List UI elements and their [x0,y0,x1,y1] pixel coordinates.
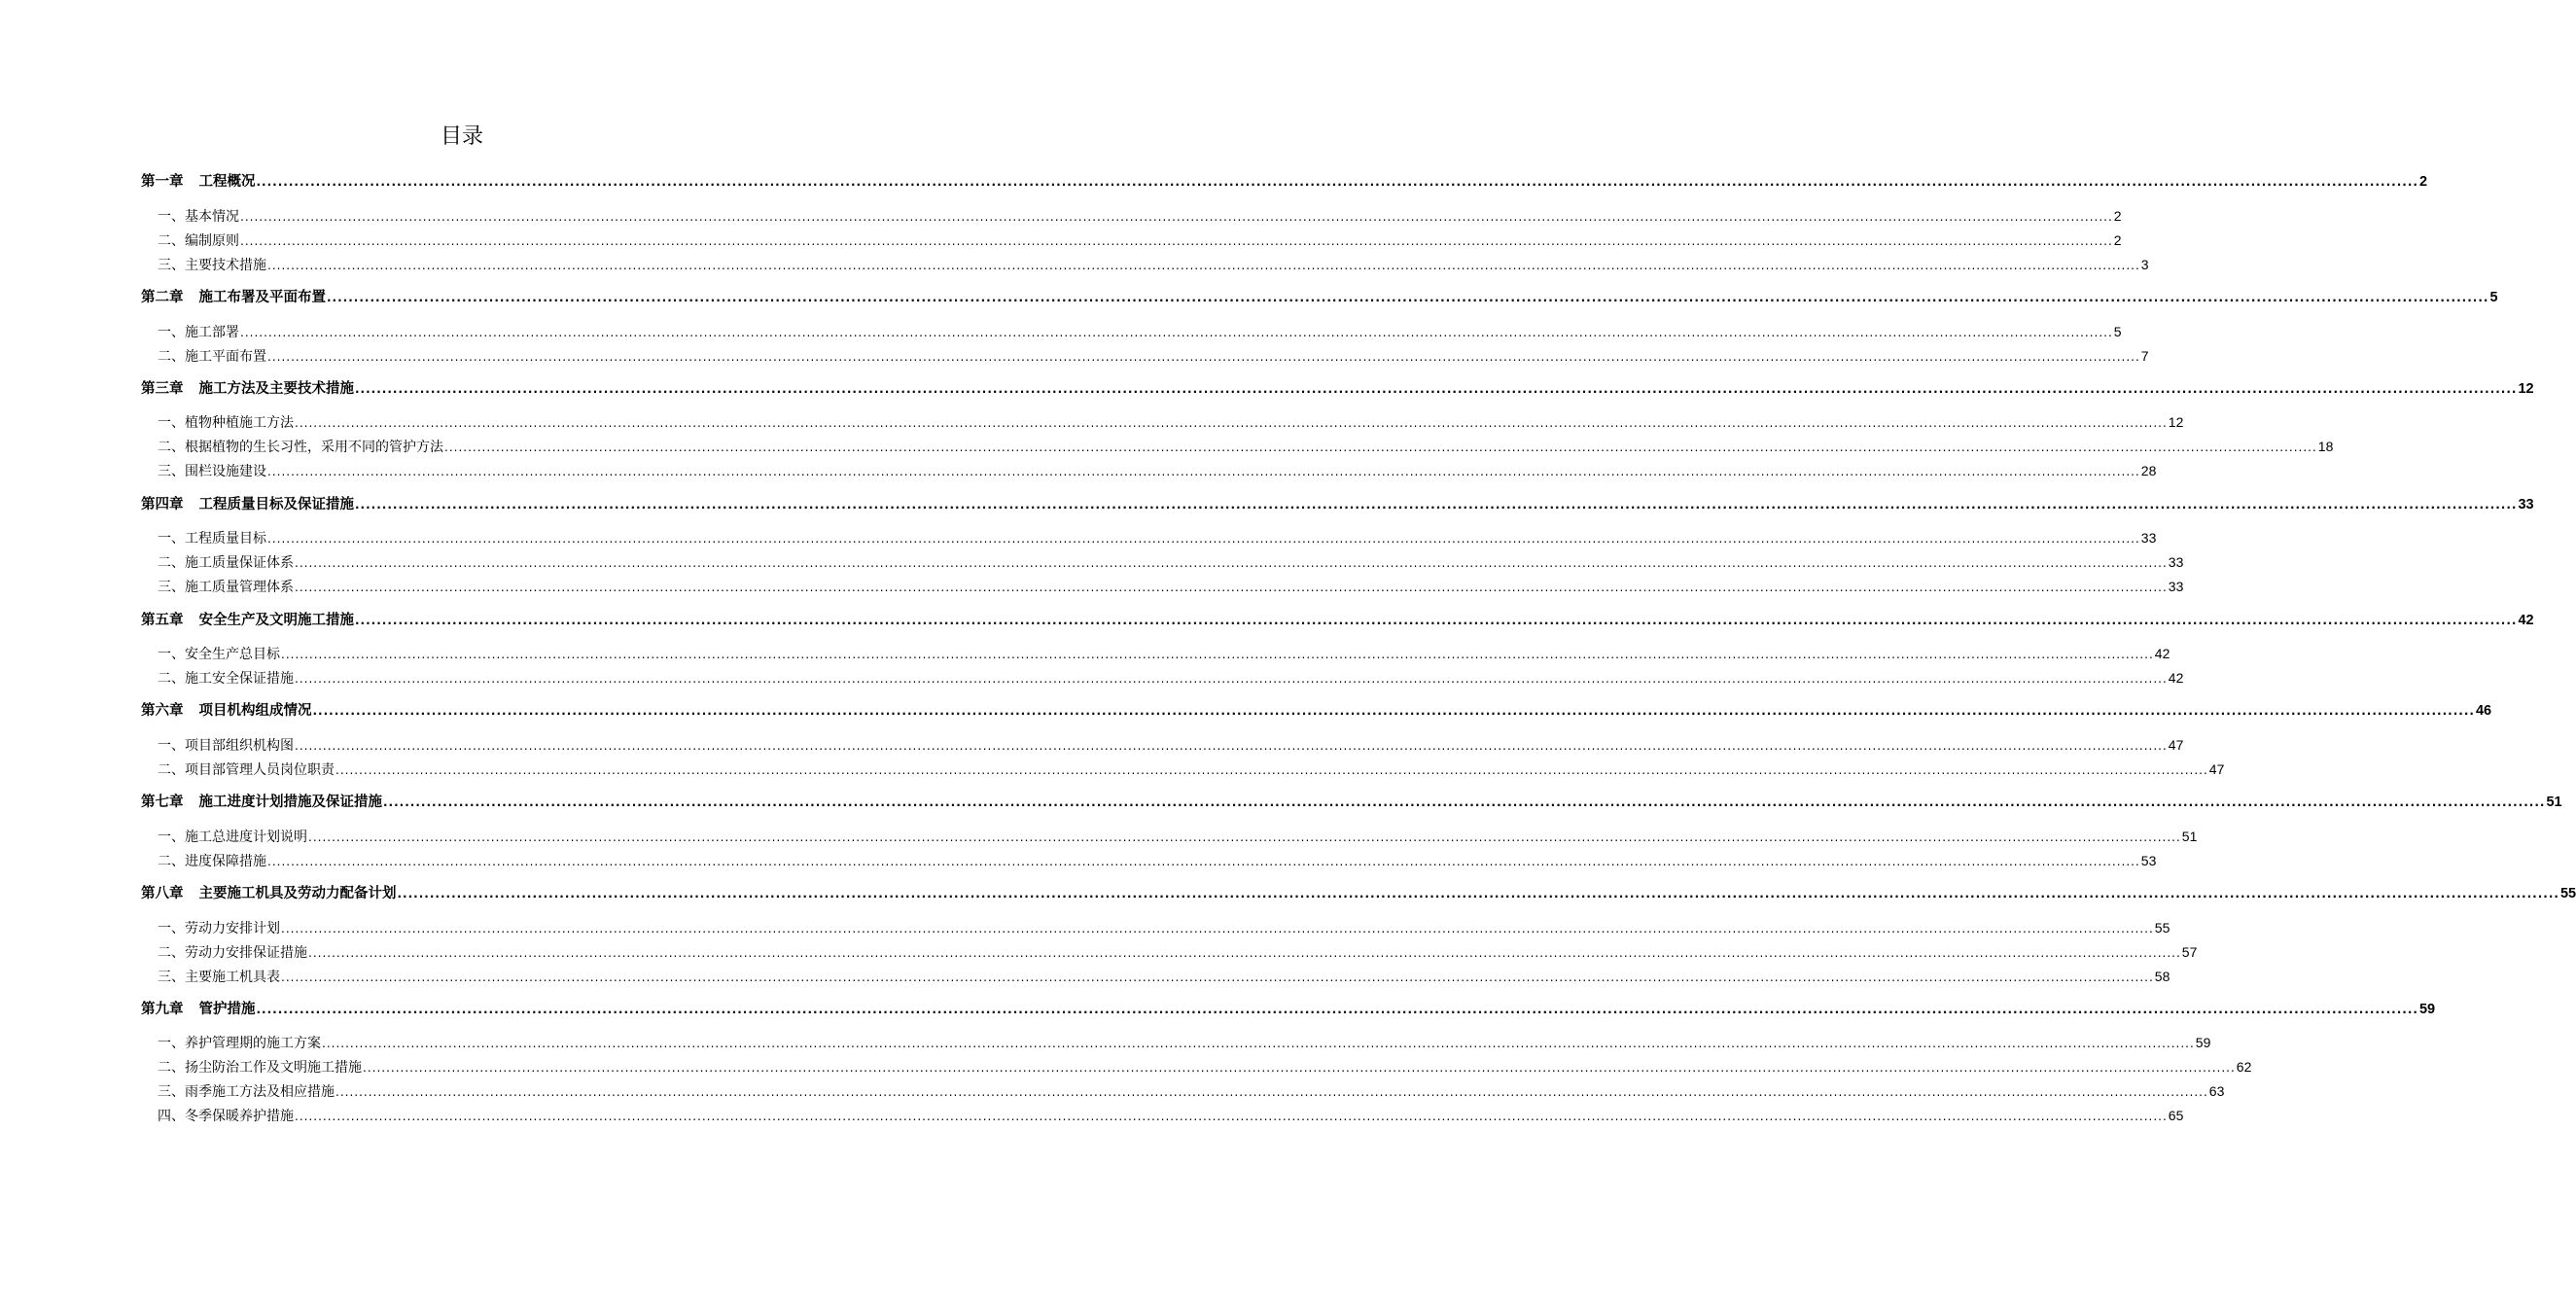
toc-dot-leader: ................................................................................................................................................................................................................................................................................................................................................................................................................ [267,855,2140,868]
toc-entry-number: 第二章 [141,290,184,305]
toc-chapter-entry[interactable] [141,611,2534,630]
toc-page-number: 5 [2113,324,2122,339]
toc-entry-number: 二、 [158,1060,185,1076]
toc-entry-number: 二、 [158,762,185,778]
toc-page-number: 5 [2489,290,2498,305]
toc-entry-label [158,1107,294,1126]
toc-page-number: 46 [2475,703,2492,719]
toc-dot-leader: ................................................................................................................................................................................................................................................................................................................................................................................................................ [295,556,2168,570]
toc-dot-leader: ................................................................................................................................................................................................................................................................................................................................................................................................................ [397,887,2559,901]
toc-page-number: 59 [2195,1035,2211,1050]
toc-entry-number: 一、 [158,738,185,754]
toc-entry-title: 管护措施 [198,1002,256,1017]
toc-page-number: 3 [2140,257,2149,272]
toc-entry-number: 二、 [158,555,185,571]
toc-dot-leader: ................................................................................................................................................................................................................................................................................................................................................................................................................ [295,416,2168,430]
toc-entry-label [141,793,382,812]
toc-page-number: 33 [2168,579,2184,594]
toc-entry-number: 一、 [158,647,185,662]
toc-entry-number: 第一章 [141,174,184,190]
toc-dot-leader: ................................................................................................................................................................................................................................................................................................................................................................................................................ [240,210,2113,224]
toc-entry-label [158,529,266,548]
toc-page-number: 33 [2518,497,2534,512]
toc-entry-title: 养护管理期的施工方案 [185,1036,321,1051]
toc-chapter-entry[interactable] [141,172,2428,192]
toc-section-entry[interactable] [158,322,2122,341]
toc-section-entry[interactable] [158,552,2184,572]
toc-section-entry[interactable] [158,437,2334,456]
toc-entry-number: 第四章 [141,497,184,512]
toc-section-entry[interactable] [158,668,2184,688]
toc-entry-title: 施工安全保证措施 [185,671,294,687]
toc-page-number: 55 [2154,920,2170,936]
toc-entry-label [158,919,280,938]
toc-dot-leader: ................................................................................................................................................................................................................................................................................................................................................................................................................ [295,739,2168,753]
toc-dot-leader: ................................................................................................................................................................................................................................................................................................................................................................................................................ [312,704,2475,718]
toc-entry-title: 施工总进度计划说明 [185,830,307,845]
toc-entry-title: 植物种植施工方法 [185,415,294,431]
toc-dot-leader: ................................................................................................................................................................................................................................................................................................................................................................................................................ [256,1003,2418,1016]
toc-entry-label [158,943,307,963]
toc-section-entry[interactable] [158,230,2122,250]
toc-section-entry[interactable] [158,412,2184,432]
toc-entry-label [158,231,239,251]
toc-entry-title: 围栏设施建设 [185,464,266,479]
toc-entry-title: 主要技术措施 [185,258,266,273]
toc-entry-number: 第六章 [141,703,184,719]
toc-entry-number: 一、 [158,830,185,845]
toc-entry-title: 工程质量目标及保证措施 [198,497,354,512]
toc-entry-number: 二、 [158,233,185,249]
toc-dot-leader: ................................................................................................................................................................................................................................................................................................................................................................................................................ [355,614,2518,627]
toc-entry-title: 安全生产及文明施工措施 [198,613,354,628]
toc-page-number: 33 [2168,554,2184,570]
toc-dot-leader: ................................................................................................................................................................................................................................................................................................................................................................................................................ [281,922,2154,936]
toc-chapter-entry[interactable] [141,701,2492,721]
toc-entry-number: 第三章 [141,381,184,397]
toc-entry-title: 施工布署及平面布置 [198,290,326,305]
toc-section-entry[interactable] [158,918,2170,937]
toc-entry-label [158,852,266,871]
toc-page-number: 2 [2113,208,2122,224]
toc-entry-label [158,323,239,342]
toc-section-entry[interactable] [158,461,2157,480]
toc-entry-title: 施工部署 [185,325,239,340]
toc-chapter-entry[interactable] [141,288,2498,307]
toc-page-number: 55 [2559,886,2576,901]
toc-entry-label [158,462,266,481]
toc-entry-number: 一、 [158,209,185,225]
toc-page-number: 2 [2113,232,2122,248]
toc-entry-label [158,256,266,275]
toc-section-entry[interactable] [158,851,2157,870]
toc-entry-title: 施工质量管理体系 [185,580,294,595]
toc-entry-title: 施工质量保证体系 [185,555,294,571]
toc-entry-title: 项目机构组成情况 [198,703,312,719]
toc-entry-number: 四、 [158,1109,185,1124]
toc-dot-leader: ................................................................................................................................................................................................................................................................................................................................................................................................................ [355,498,2518,512]
toc-dot-leader: ................................................................................................................................................................................................................................................................................................................................................................................................................ [267,350,2140,364]
toc-page-number: 42 [2168,670,2184,686]
toc-page-number: 42 [2154,646,2170,661]
toc-entry-label [141,379,354,399]
toc-entry-label [158,1034,321,1053]
toc-page-number: 63 [2208,1083,2225,1099]
toc-dot-leader: ................................................................................................................................................................................................................................................................................................................................................................................................................ [335,763,2208,777]
toc-entry-label [158,669,294,689]
toc-entry-title: 编制原则 [185,233,239,249]
toc-entry-title: 进度保障措施 [185,854,266,869]
toc-entry-number: 三、 [158,970,185,985]
toc-page-number: 7 [2140,348,2149,364]
toc-section-entry[interactable] [158,255,2149,274]
toc-page-number: 62 [2236,1059,2252,1075]
toc-entry-number: 三、 [158,580,185,595]
toc-entry-label [141,611,354,630]
toc-entry-label [141,288,326,307]
toc-page-number: 58 [2154,969,2170,984]
toc-dot-leader: ................................................................................................................................................................................................................................................................................................................................................................................................................ [308,830,2181,844]
toc-section-entry[interactable] [158,759,2225,779]
toc-page-number: 2 [2418,174,2428,190]
toc-entry-label [158,578,294,597]
toc-entry-number: 第七章 [141,795,184,810]
toc-dot-leader: ................................................................................................................................................................................................................................................................................................................................................................................................................ [240,234,2113,248]
toc-entry-label [141,701,312,721]
toc-entry-number: 二、 [158,671,185,687]
toc-entry-title: 工程概况 [198,174,256,190]
toc-entry-number: 第八章 [141,886,184,901]
toc-section-entry[interactable] [158,528,2157,548]
toc-dot-leader: ................................................................................................................................................................................................................................................................................................................................................................................................................ [363,1061,2236,1075]
toc-entry-label [158,760,335,780]
toc-entry-title: 主要施工机具表 [185,970,280,985]
toc-entry-title: 基本情况 [185,209,239,225]
toc-dot-leader: ................................................................................................................................................................................................................................................................................................................................................................................................................ [335,1085,2208,1099]
toc-entry-title: 项目部管理人员岗位职责 [185,762,335,778]
toc-chapter-entry[interactable] [141,1000,2436,1019]
toc-dot-leader: ................................................................................................................................................................................................................................................................................................................................................................................................................ [267,465,2140,478]
toc-entry-title: 劳动力安排保证措施 [185,945,307,961]
toc-page-number: 12 [2168,414,2184,430]
toc-entry-number: 一、 [158,921,185,936]
toc-entry-number: 三、 [158,258,185,273]
toc-page-number: 42 [2518,613,2534,628]
toc-section-entry[interactable] [158,1033,2211,1052]
page-title: 目录 [440,124,483,149]
toc-entry-number: 一、 [158,531,185,547]
toc-entry-title: 施工平面布置 [185,349,266,365]
toc-entry-title: 安全生产总目标 [185,647,280,662]
toc-section-entry[interactable] [158,346,2149,366]
toc-entry-number: 二、 [158,440,185,455]
toc-dot-leader: ................................................................................................................................................................................................................................................................................................................................................................................................................ [327,291,2489,304]
toc-page-number: 12 [2518,381,2534,397]
toc-entry-label [141,495,354,514]
toc-page-number: 47 [2168,737,2184,753]
toc-entry-label [158,413,294,433]
toc-dot-leader: ................................................................................................................................................................................................................................................................................................................................................................................................................ [281,971,2154,984]
toc-entry-title: 施工方法及主要技术措施 [198,381,354,397]
toc-entry-label [158,438,443,457]
toc-dot-leader: ................................................................................................................................................................................................................................................................................................................................................................................................................ [308,946,2181,960]
toc-section-entry[interactable] [158,827,2198,846]
toc-page-number: 53 [2140,853,2157,868]
toc-entry-title: 劳动力安排计划 [185,921,280,936]
toc-entry-number: 一、 [158,325,185,340]
toc-page-number: 28 [2140,463,2157,478]
toc-entry-title: 项目部组织机构图 [185,738,294,754]
toc-dot-leader: ................................................................................................................................................................................................................................................................................................................................................................................................................ [295,1110,2168,1123]
toc-entry-title: 工程质量目标 [185,531,266,547]
toc-section-entry[interactable] [158,1081,2225,1101]
toc-entry-label [158,347,266,367]
toc-section-entry[interactable] [158,577,2184,596]
toc-dot-leader: ................................................................................................................................................................................................................................................................................................................................................................................................................ [295,672,2168,686]
toc-entry-title: 扬尘防治工作及文明施工措施 [185,1060,362,1076]
toc-entry-number: 第五章 [141,613,184,628]
toc-dot-leader: ................................................................................................................................................................................................................................................................................................................................................................................................................ [295,581,2168,594]
toc-entry-label [141,1000,256,1019]
toc-entry-number: 二、 [158,349,185,365]
toc-entry-number: 二、 [158,854,185,869]
toc-entry-number: 一、 [158,415,185,431]
toc-entry-title: 主要施工机具及劳动力配备计划 [198,886,397,901]
toc-entry-title: 雨季施工方法及相应措施 [185,1084,335,1100]
toc-entry-label [141,172,256,192]
toc-page-number: 33 [2140,530,2157,546]
toc-entry-number: 三、 [158,1084,185,1100]
toc-section-entry[interactable] [158,206,2122,226]
toc-entry-title: 根据植物的生长习性，采用不同的管护方法 [185,440,443,455]
toc-dot-leader: ................................................................................................................................................................................................................................................................................................................................................................................................................ [256,175,2418,189]
toc-entry-label [158,1082,335,1102]
toc-chapter-entry[interactable] [141,884,2576,903]
toc-section-entry[interactable] [158,967,2170,986]
toc-page-number: 51 [2546,795,2562,810]
toc-page-number: 51 [2181,829,2198,844]
toc-page-number: 18 [2317,439,2334,454]
toc-entry-label [158,736,294,756]
toc-dot-leader: ................................................................................................................................................................................................................................................................................................................................................................................................................ [383,795,2546,809]
toc-entry-number: 第九章 [141,1002,184,1017]
toc-chapter-entry[interactable] [141,793,2562,812]
toc-page-number: 59 [2418,1002,2436,1017]
toc-entry-title: 施工进度计划措施及保证措施 [198,795,382,810]
toc-dot-leader: ................................................................................................................................................................................................................................................................................................................................................................................................................ [267,259,2140,272]
toc-entry-number: 三、 [158,464,185,479]
toc-chapter-entry[interactable] [141,379,2534,399]
toc-entry-number: 一、 [158,1036,185,1051]
toc-entry-label [141,884,397,903]
toc-dot-leader: ................................................................................................................................................................................................................................................................................................................................................................................................................ [281,648,2154,661]
toc-entry-label [158,553,294,573]
toc-section-entry[interactable] [158,1057,2252,1077]
toc-section-entry[interactable] [158,735,2184,755]
toc-page-number: 65 [2168,1108,2184,1123]
toc-entry-label [158,828,307,847]
toc-entry-number: 二、 [158,945,185,961]
toc-entry-label [158,968,280,987]
toc-dot-leader: ................................................................................................................................................................................................................................................................................................................................................................................................................ [267,532,2140,546]
toc-entry-label [158,207,239,227]
toc-dot-leader: ................................................................................................................................................................................................................................................................................................................................................................................................................ [444,441,2317,454]
toc-entry-title: 冬季保暖养护措施 [185,1109,294,1124]
toc-dot-leader: ................................................................................................................................................................................................................................................................................................................................................................................................................ [355,382,2518,396]
toc-section-entry[interactable] [158,942,2198,962]
toc-chapter-entry[interactable] [141,495,2534,514]
toc-section-entry[interactable] [158,1106,2184,1125]
toc-dot-leader: ................................................................................................................................................................................................................................................................................................................................................................................................................ [322,1037,2195,1050]
toc-entry-label [158,645,280,664]
toc-page-number: 57 [2181,944,2198,960]
toc-section-entry[interactable] [158,644,2170,663]
toc-page-number: 47 [2208,761,2225,777]
toc-entry-label [158,1058,362,1077]
toc-dot-leader: ................................................................................................................................................................................................................................................................................................................................................................................................................ [240,326,2113,339]
